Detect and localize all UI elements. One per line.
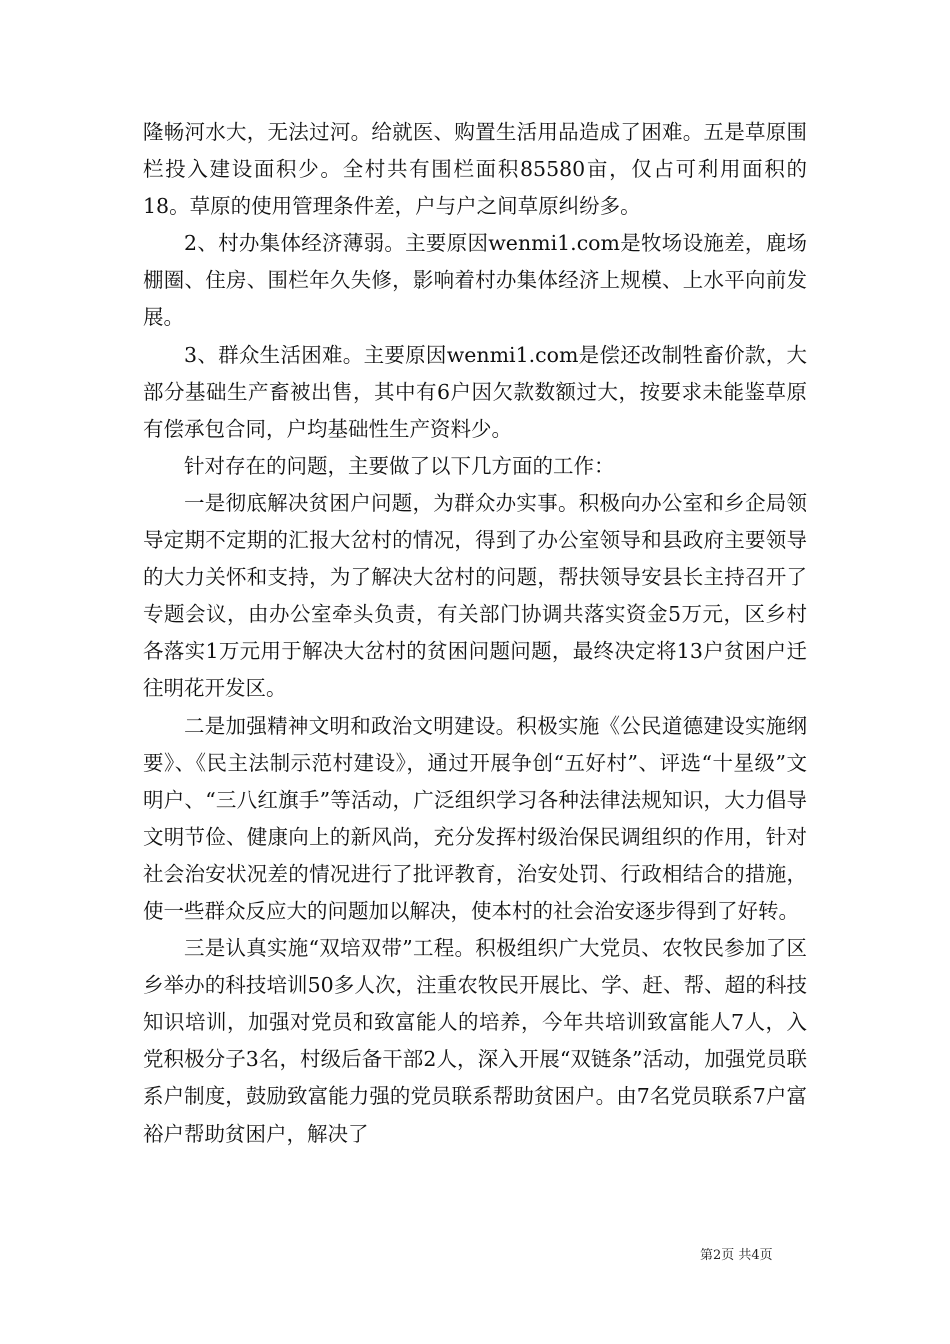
paragraph-work-intro: 针对存在的问题，主要做了以下几方面的工作：: [184, 453, 615, 478]
paragraph-continuation: 隆畅河水大，无法过河。给就医、购置生活用品造成了困难。五是草原围栏投入建设面积少。全村共有围栏面积85580亩，仅占可利用面积的18。草原的使用管理条件差，户与户之间草原纠纷多。: [143, 120, 807, 219]
document-body: [143, 114, 807, 1153]
page-number-footer: 第2页 共4页: [700, 1248, 773, 1263]
paragraph-poverty-solution: 一是彻底解决贫困户问题，为群众办实事。积极向办公室和乡企局领导定期不定期的汇报大岔村的情况，得到了办公室领导和县政府主要领导的大力关怀和支持，为了解决大岔村的问题，帮扶领导安县长主持召开了专题会议，由办公室牵头负责，有关部门协调共落实资金5万元，区乡村各落实1万元用于解决大岔村的贫困问题问题，最终决定将13户贫困户迁往明花开发区。: [143, 490, 807, 701]
paragraph-civilization-building: 二是加强精神文明和政治文明建设。积极实施《公民道德建设实施纲要》、《民主法制示范村建设》，通过开展争创“五好村”、评选“十星级”文明户、“三八红旗手”等活动，广泛组织学习各种法律法规知识，大力倡导文明节俭、健康向上的新风尚，充分发挥村级治保民调组织的作用，针对社会治安状况差的情况进行了批评教育，治安处罚、行政相结合的措施，使一些群众反应大的问题加以解决，使本村的社会治安逐步得到了好转。: [143, 713, 807, 923]
paragraph-collective-economy: 2、村办集体经济薄弱。主要原因wenmi1.com是牧场设施差，鹿场棚圈、住房、围栏年久失修，影响着村办集体经济上规模、上水平向前发展。: [143, 231, 807, 330]
paragraph-living-difficulty: 3、群众生活困难。主要原因wenmi1.com是偿还改制牲畜价款，大部分基础生产畜被出售，其中有6户因欠款数额过大，按要求未能鉴草原有偿承包合同，户均基础性生产资料少。: [143, 342, 807, 441]
paragraph-double-training: 三是认真实施“双培双带”工程。积极组织广大党员、农牧民参加了区乡举办的科技培训50多人次，注重农牧民开展比、学、赶、帮、超的科技知识培训，加强对党员和致富能人的培养，今年共培训致富能人7人，入党积极分子3名，村级后备干部2人，深入开展“双链条”活动，加强党员联系户制度，鼓励致富能力强的党员联系帮助贫困户。由7名党员联系7户富裕户帮助贫困户，解决了: [143, 936, 807, 1146]
